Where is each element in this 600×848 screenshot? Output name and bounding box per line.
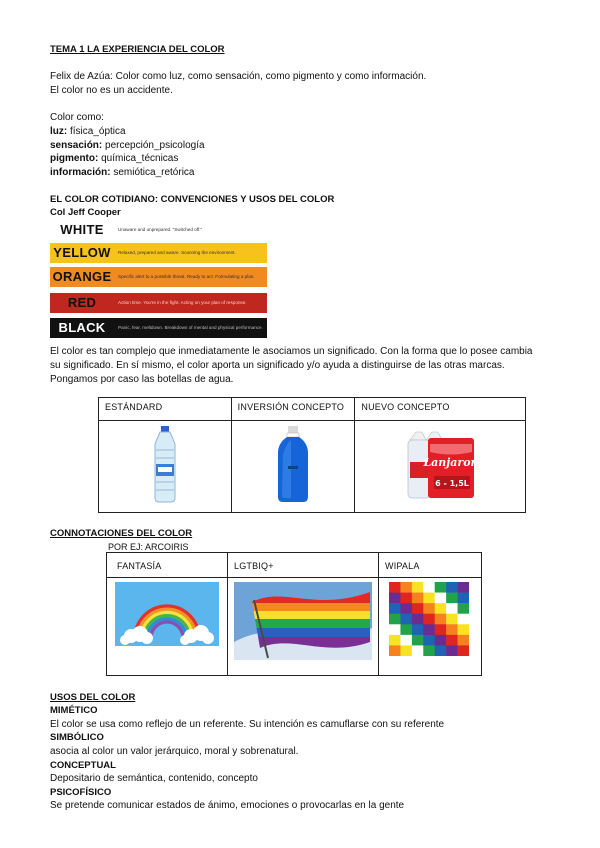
wipala-square [400,635,412,646]
wipala-square [389,614,401,625]
rainbow-table [106,552,482,676]
wipala-square [423,624,435,635]
color-code-word: RED [67,295,97,311]
usos-term: MIMÉTICO [50,705,98,716]
wipala-square [446,603,458,614]
table-header: WIPALA [379,553,482,578]
wipala-square [435,614,447,625]
page-title: TEMA 1 LA EXPERIENCIA DEL COLOR [50,44,225,55]
wipala-square [435,582,447,593]
standard-water-bottle [145,424,185,504]
color-como-heading: Color como: [50,112,104,123]
wipala-square [412,635,424,646]
wipala-square [435,593,447,604]
wipala-square [423,603,435,614]
wipala-square [389,603,401,614]
wipala-square [412,614,424,625]
color-code-desc: Action time. You're in the fight. Acting on your plan of response. [118,300,247,306]
wipala-square [423,645,435,656]
wipala-square [458,624,469,635]
wipala-flag-image [389,582,469,656]
usos-term: PSICOFÍSICO [50,787,112,798]
wipala-cell [379,578,482,676]
wipala-square [435,645,447,656]
wipala-square [389,593,401,604]
wipala-square [458,593,469,604]
color-como-item: información: semiótica_retórica [50,167,195,178]
table-header: INVERSIÓN CONCEPTO [231,398,355,421]
wipala-square [446,624,458,635]
wipala-square [400,582,412,593]
wipala-square [458,614,469,625]
blue-water-bottle [273,424,313,504]
connotaciones-subheading: POR EJ: ARCOIRIS [108,542,189,552]
usos-heading: USOS DEL COLOR [50,692,136,703]
wipala-square [412,645,424,656]
wipala-square [400,593,412,604]
inversion-bottle-cell [231,421,355,513]
color-code-desc: Relaxed, prepared and aware. Scanning the environment. [118,250,236,256]
wipala-square [412,624,424,635]
usos-desc: Depositario de semántica, contenido, concepto [50,773,258,784]
cotidiano-heading: EL COLOR COTIDIANO: CONVENCIONES Y USOS DEL COLOR [50,194,335,205]
color-code-black [50,318,267,338]
usos-term: SIMBÓLICO [50,732,104,743]
color-code-word: BLACK [58,320,106,336]
wipala-square [435,624,447,635]
usos-desc: El color se usa como reflejo de un referente. Su intención es camuflarse con su referente [50,719,445,730]
color-como-item: sensación: percepción_psicología [50,140,205,151]
wipala-square [458,603,469,614]
pack-size: 6 - 1,5L [435,479,470,488]
fantasia-cell [107,578,228,676]
color-code-orange [50,267,267,287]
wipala-square [400,614,412,625]
water-bottle-table [98,397,526,513]
wipala-square [389,635,401,646]
table-header: ESTÁNDARD [99,398,232,421]
wipala-square [458,645,469,656]
table-header: FANTASÍA [107,553,228,578]
color-code-word: YELLOW [53,245,111,261]
wipala-square [400,645,412,656]
wipala-square [412,603,424,614]
wipala-square [389,624,401,635]
wipala-square [389,582,401,593]
wipala-square [446,582,458,593]
table-header: NUEVO CONCEPTO [355,398,526,421]
color-code-desc: Unaware and unprepared. "Switched off." [118,227,203,233]
color-code-desc: Panic, fear, meltdown. Breakdown of mental and physical performance. [118,325,263,331]
color-code-yellow [50,243,267,263]
cotidiano-paragraph-3: Pongamos por caso las botellas de agua. [50,374,234,385]
wipala-square [412,593,424,604]
fantasy-rainbow-image [115,582,219,646]
wipala-square [435,603,447,614]
wipala-square [423,593,435,604]
usos-term: CONCEPTUAL [50,760,116,771]
color-code-white [50,220,267,240]
wipala-square [435,635,447,646]
wipala-square [458,635,469,646]
water-pack [400,424,480,504]
usos-desc: Se pretende comunicar estados de ánimo, emociones o provocarlas en la gente [50,800,405,811]
wipala-square [446,614,458,625]
color-como-item: pigmento: química_técnicas [50,153,179,164]
wipala-square [423,635,435,646]
wipala-square [412,582,424,593]
wipala-square [446,593,458,604]
color-code-word: WHITE [60,222,104,238]
standard-bottle-cell [99,421,232,513]
wipala-square [400,603,412,614]
wipala-square [446,645,458,656]
wipala-square [400,624,412,635]
wipala-square [389,645,401,656]
nuevo-concepto-cell [355,421,526,513]
color-code-red [50,293,267,313]
wipala-square [446,635,458,646]
wipala-square [423,582,435,593]
color-como-item: luz: física_óptica [50,126,126,137]
pack-brand: Lanjaron [423,456,479,469]
connotaciones-heading: CONNOTACIONES DEL COLOR [50,528,193,539]
cotidiano-subheading: Col Jeff Cooper [50,207,121,218]
table-header: LGTBIQ+ [228,553,379,578]
intro-line-2: El color no es un accidente. [50,85,173,96]
intro-line-1: Felix de Azúa: Color como luz, como sensación, como pigmento y como información. [50,71,427,82]
wipala-square [423,614,435,625]
cotidiano-paragraph-2: su significado. En sí mismo, el color aporta un significado y/o ayuda a distinguirse de las otras marcas. [50,360,505,371]
lgtbiq-cell [228,578,379,676]
pride-flag-image [234,582,372,660]
color-code-desc: Specific alert to a possible threat. Ready to act. Formulating a plan. [118,274,255,280]
usos-desc: asocia al color un valor jerárquico, moral y sobrenatural. [50,746,299,757]
cotidiano-paragraph-1: El color es tan complejo que inmediatamente le asociamos un significado. Con la forma que lo posee cambia [50,346,533,357]
color-code-word: ORANGE [52,269,112,285]
wipala-square [458,582,469,593]
